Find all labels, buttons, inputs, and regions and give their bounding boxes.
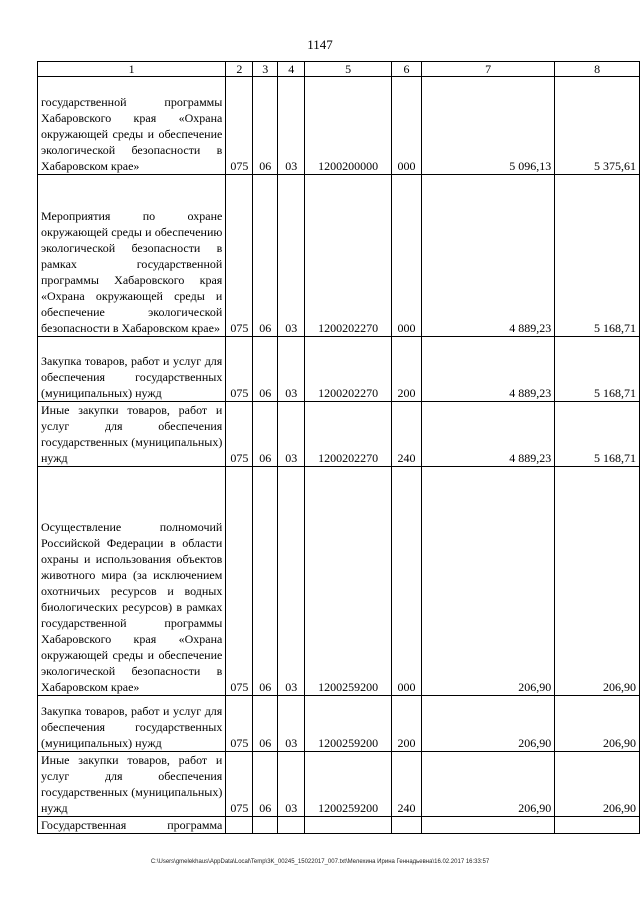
table-row bbox=[38, 175, 640, 337]
col-4-cell: 03 bbox=[278, 77, 305, 175]
col-4-cell bbox=[278, 817, 305, 834]
col-6-cell: 000 bbox=[392, 175, 422, 337]
table-row bbox=[38, 467, 640, 696]
col-8-cell: 206,90 bbox=[555, 467, 640, 696]
header-cell: 5 bbox=[305, 62, 392, 77]
col-7-cell: 4 889,23 bbox=[422, 402, 555, 467]
col-8-cell bbox=[555, 817, 640, 834]
col-2-cell: 075 bbox=[226, 752, 253, 817]
table-row bbox=[38, 817, 640, 834]
row-description: Закупка товаров, работ и услуг для обеспечения государственных (муниципальных) нужд bbox=[38, 696, 226, 752]
col-2-cell: 075 bbox=[226, 77, 253, 175]
col-4-cell: 03 bbox=[278, 752, 305, 817]
col-2-cell: 075 bbox=[226, 175, 253, 337]
row-description: государственной программы Хабаровского края «Охрана окружающей среды и обеспечение экологической безопасности в Хабаровском крае» bbox=[38, 77, 226, 175]
col-5-cell: 1200259200 bbox=[305, 696, 392, 752]
col-8-cell: 206,90 bbox=[555, 752, 640, 817]
col-5-cell: 1200202270 bbox=[305, 175, 392, 337]
row-description: Государственная программа bbox=[38, 817, 226, 834]
col-4-cell: 03 bbox=[278, 696, 305, 752]
col-8-cell: 5 375,61 bbox=[555, 77, 640, 175]
col-6-cell: 200 bbox=[392, 696, 422, 752]
row-description: Иные закупки товаров, работ и услуг для обеспечения государственных (муниципальных) нужд bbox=[38, 402, 226, 467]
col-6-cell: 240 bbox=[392, 402, 422, 467]
col-7-cell: 206,90 bbox=[422, 696, 555, 752]
col-4-cell: 03 bbox=[278, 337, 305, 402]
col-7-cell: 206,90 bbox=[422, 752, 555, 817]
col-5-cell bbox=[305, 817, 392, 834]
col-7-cell: 5 096,13 bbox=[422, 77, 555, 175]
table-row bbox=[38, 696, 640, 752]
budget-table bbox=[37, 61, 640, 834]
col-5-cell: 1200202270 bbox=[305, 337, 392, 402]
col-3-cell bbox=[253, 817, 278, 834]
col-8-cell: 5 168,71 bbox=[555, 337, 640, 402]
col-2-cell bbox=[226, 817, 253, 834]
col-3-cell: 06 bbox=[253, 337, 278, 402]
col-2-cell: 075 bbox=[226, 696, 253, 752]
col-2-cell: 075 bbox=[226, 467, 253, 696]
col-3-cell: 06 bbox=[253, 752, 278, 817]
table-row bbox=[38, 752, 640, 817]
header-row bbox=[38, 62, 640, 77]
col-6-cell: 240 bbox=[392, 752, 422, 817]
col-2-cell: 075 bbox=[226, 402, 253, 467]
col-3-cell: 06 bbox=[253, 467, 278, 696]
col-7-cell: 4 889,23 bbox=[422, 175, 555, 337]
header-cell: 8 bbox=[555, 62, 640, 77]
header-cell: 7 bbox=[422, 62, 555, 77]
col-3-cell: 06 bbox=[253, 402, 278, 467]
col-8-cell: 5 168,71 bbox=[555, 175, 640, 337]
col-6-cell: 200 bbox=[392, 337, 422, 402]
col-6-cell: 000 bbox=[392, 77, 422, 175]
col-5-cell: 1200200000 bbox=[305, 77, 392, 175]
row-description: Иные закупки товаров, работ и услуг для обеспечения государственных (муниципальных) нужд bbox=[38, 752, 226, 817]
page-number: 1147 bbox=[307, 37, 333, 52]
header-cell: 3 bbox=[253, 62, 278, 77]
table-row bbox=[38, 337, 640, 402]
col-2-cell: 075 bbox=[226, 337, 253, 402]
row-description: Закупка товаров, работ и услуг для обеспечения государственных (муниципальных) нужд bbox=[38, 337, 226, 402]
table-row bbox=[38, 77, 640, 175]
col-4-cell: 03 bbox=[278, 175, 305, 337]
col-6-cell: 000 bbox=[392, 467, 422, 696]
col-7-cell bbox=[422, 817, 555, 834]
header-cell: 1 bbox=[38, 62, 226, 77]
col-4-cell: 03 bbox=[278, 467, 305, 696]
row-description: Мероприятия по охране окружающей среды и обеспечению экологической безопасности в рамках государственной программы Хабаровского края «Охрана окружающей среды и обеспечение экологической безопасности в Хабаровском крае» bbox=[38, 175, 226, 337]
col-8-cell: 5 168,71 bbox=[555, 402, 640, 467]
col-3-cell: 06 bbox=[253, 175, 278, 337]
header-cell: 6 bbox=[392, 62, 422, 77]
col-4-cell: 03 bbox=[278, 402, 305, 467]
col-5-cell: 1200202270 bbox=[305, 402, 392, 467]
col-8-cell: 206,90 bbox=[555, 696, 640, 752]
col-3-cell: 06 bbox=[253, 696, 278, 752]
col-3-cell: 06 bbox=[253, 77, 278, 175]
header-cell: 4 bbox=[278, 62, 305, 77]
col-7-cell: 206,90 bbox=[422, 467, 555, 696]
col-6-cell bbox=[392, 817, 422, 834]
row-description: Осуществление полномочий Российской Федерации в области охраны и использования объектов животного мира (за исключением охотничьих ресурсов и водных биологических ресурсов) в рамках государственной программы Хабаровского края «Охрана окружающей среды и обеспечение экологической безопасности в Хабаровском крае» bbox=[38, 467, 226, 696]
col-7-cell: 4 889,23 bbox=[422, 337, 555, 402]
table-row bbox=[38, 402, 640, 467]
document-footer-path: C:\Users\gmelekhaus\AppData\Local\Temp\3K_00245_15022017_007.txt\Мелехина Ирина Геннадьевна\16.02.2017 16:33:57 bbox=[150, 859, 490, 865]
header-cell: 2 bbox=[226, 62, 253, 77]
col-5-cell: 1200259200 bbox=[305, 752, 392, 817]
col-5-cell: 1200259200 bbox=[305, 467, 392, 696]
